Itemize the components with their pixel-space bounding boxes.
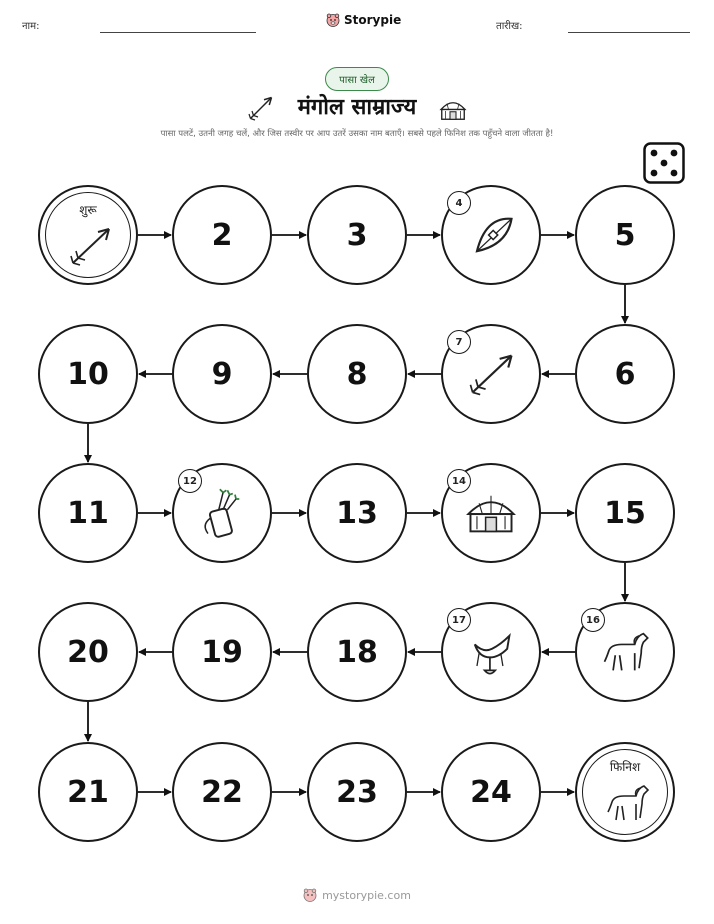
space-number-badge: 14: [447, 469, 471, 493]
space-number: 2: [211, 217, 233, 253]
space-number: 6: [614, 356, 636, 392]
space-number: 11: [67, 495, 109, 531]
title-text: मंगोल साम्राज्य: [297, 95, 417, 120]
finish-label: फिनिश: [609, 760, 641, 774]
space-number: 8: [346, 356, 368, 392]
date-label: तारीख:: [496, 21, 523, 32]
board-space[interactable]: [441, 324, 541, 424]
instructions: पासा पलटें, उतनी जगह चलें, और जिस तस्वीर पर आप उतरें उसका नाम बताएँ। सबसे पहले फिनिश तक पहुँचने वाला जीतता है!: [160, 129, 554, 139]
horse-icon: [602, 778, 652, 828]
space-number: 23: [336, 774, 378, 810]
space-number: 24: [470, 774, 512, 810]
space-number: 3: [346, 217, 368, 253]
board-space[interactable]: [172, 463, 272, 563]
board-space[interactable]: [307, 185, 407, 285]
arrow-icon: [65, 221, 115, 271]
horse-icon: [598, 625, 652, 679]
space-number-badge: 7: [447, 330, 471, 354]
start-label: शुरू: [79, 203, 97, 217]
board-space[interactable]: [575, 463, 675, 563]
space-number-badge: 4: [447, 191, 471, 215]
space-number: 20: [67, 634, 109, 670]
space-number: 21: [67, 774, 109, 810]
name-label: नाम:: [22, 21, 40, 32]
space-number: 19: [201, 634, 243, 670]
space-number: 18: [336, 634, 378, 670]
board-space[interactable]: [307, 602, 407, 702]
board-space[interactable]: [172, 602, 272, 702]
space-number: 15: [604, 495, 646, 531]
board-space[interactable]: [172, 324, 272, 424]
board-space[interactable]: [38, 602, 138, 702]
board-space[interactable]: [575, 185, 675, 285]
board-space[interactable]: [575, 324, 675, 424]
board-space[interactable]: [307, 463, 407, 563]
space-number: 22: [201, 774, 243, 810]
space-number: 10: [67, 356, 109, 392]
space-number: 9: [211, 356, 233, 392]
board-space[interactable]: [441, 602, 541, 702]
yurt-icon: [464, 486, 518, 540]
board-space[interactable]: [441, 463, 541, 563]
arrow-icon: [464, 347, 518, 401]
board-space[interactable]: [172, 185, 272, 285]
board-space[interactable]: [38, 324, 138, 424]
footer-url: mystorypie.com: [322, 888, 411, 902]
space-number-badge: 17: [447, 608, 471, 632]
bow-icon: [464, 208, 518, 262]
space-number: 13: [336, 495, 378, 531]
board-space[interactable]: [172, 742, 272, 842]
game-type-badge: पासा खेल: [325, 67, 389, 91]
board-space[interactable]: [441, 185, 541, 285]
board-space[interactable]: [441, 742, 541, 842]
footer: [0, 888, 714, 902]
board-space[interactable]: [575, 602, 675, 702]
storypie-mascot-icon: [303, 888, 317, 902]
board-space[interactable]: [307, 742, 407, 842]
finish-space[interactable]: [575, 742, 675, 842]
space-number-badge: 16: [581, 608, 605, 632]
quiver-icon: [195, 486, 249, 540]
brand-name: Storypie: [344, 13, 402, 27]
start-space[interactable]: [38, 185, 138, 285]
saddle-icon: [464, 625, 518, 679]
space-number-badge: 12: [178, 469, 202, 493]
space-number: 5: [614, 217, 636, 253]
board-space[interactable]: [38, 742, 138, 842]
board-space[interactable]: [38, 463, 138, 563]
board-space[interactable]: [307, 324, 407, 424]
